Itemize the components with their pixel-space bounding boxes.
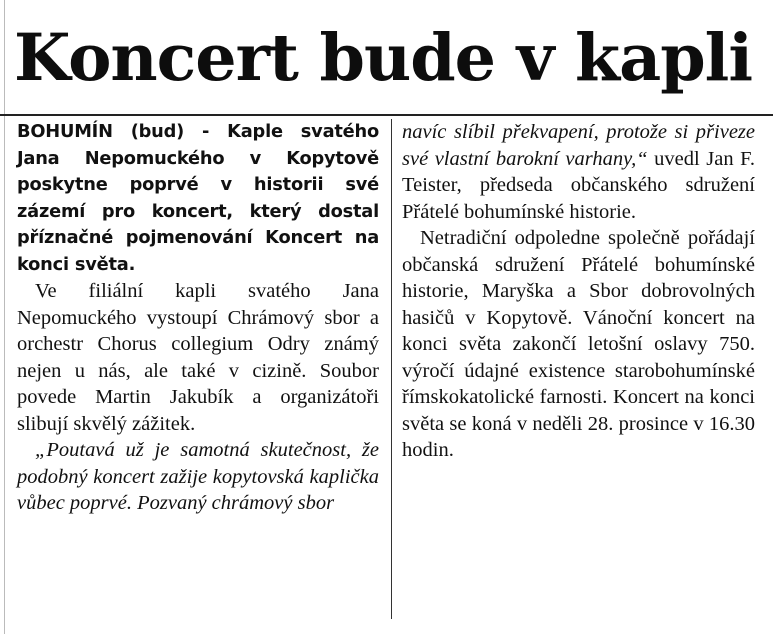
column-divider — [391, 119, 392, 619]
article-headline: Koncert bude v kapli — [14, 20, 753, 96]
quote-attribution: uvedl Jan F. Teister, předseda občanského sdružení Přátelé bohumínské historie. — [402, 147, 755, 223]
lead-text: Kaple svatého Jana Nepomuckého v Kopytově poskytne poprvé v historii své zázemí pro koncert, který dostal příznačné pojmenování Koncert na konci světa. — [17, 121, 379, 275]
dateline: BOHUMÍN (bud) - — [17, 121, 210, 142]
quote-paragraph-start: „Poutavá už je samotná skutečnost, že podobný koncert zažije kopytovská kaplička vůbec poprvé. Pozvaný chrámový sbor — [17, 439, 379, 514]
body-paragraph-1: Ve filiální kapli svatého Jana Nepomuckého vystoupí Chrámový sbor a orchestr Chorus collegium Odry známý nejen u nás, ale také v cizině. Soubor povede Martin Jakubík a organizátoři slibují skvělý zážitek. — [17, 280, 379, 435]
body-paragraph-2: Netradiční odpoledne společně pořádají občanská sdružení Přátelé bohumínské historie, Maryška a Sbor dobrovolných hasičů v Kopytově. Vánoční koncert na konci světa zakončí letošní oslavy 750. výročí údajné existence starobohumínské římskokatolické farnosti. Koncert na konci světa se koná v neděli 28. prosince v 16.30 hodin. — [402, 227, 755, 461]
column-left — [17, 119, 379, 517]
headline-rule — [0, 114, 773, 116]
lead-paragraph — [17, 119, 379, 278]
page-edge-line — [4, 0, 5, 634]
column-right — [402, 119, 755, 464]
quote-continued-text: navíc slíbil překvapení, protože si přiveze své vlastní barokní varhany,“ — [402, 121, 755, 170]
quote-paragraph-continued — [402, 119, 755, 225]
